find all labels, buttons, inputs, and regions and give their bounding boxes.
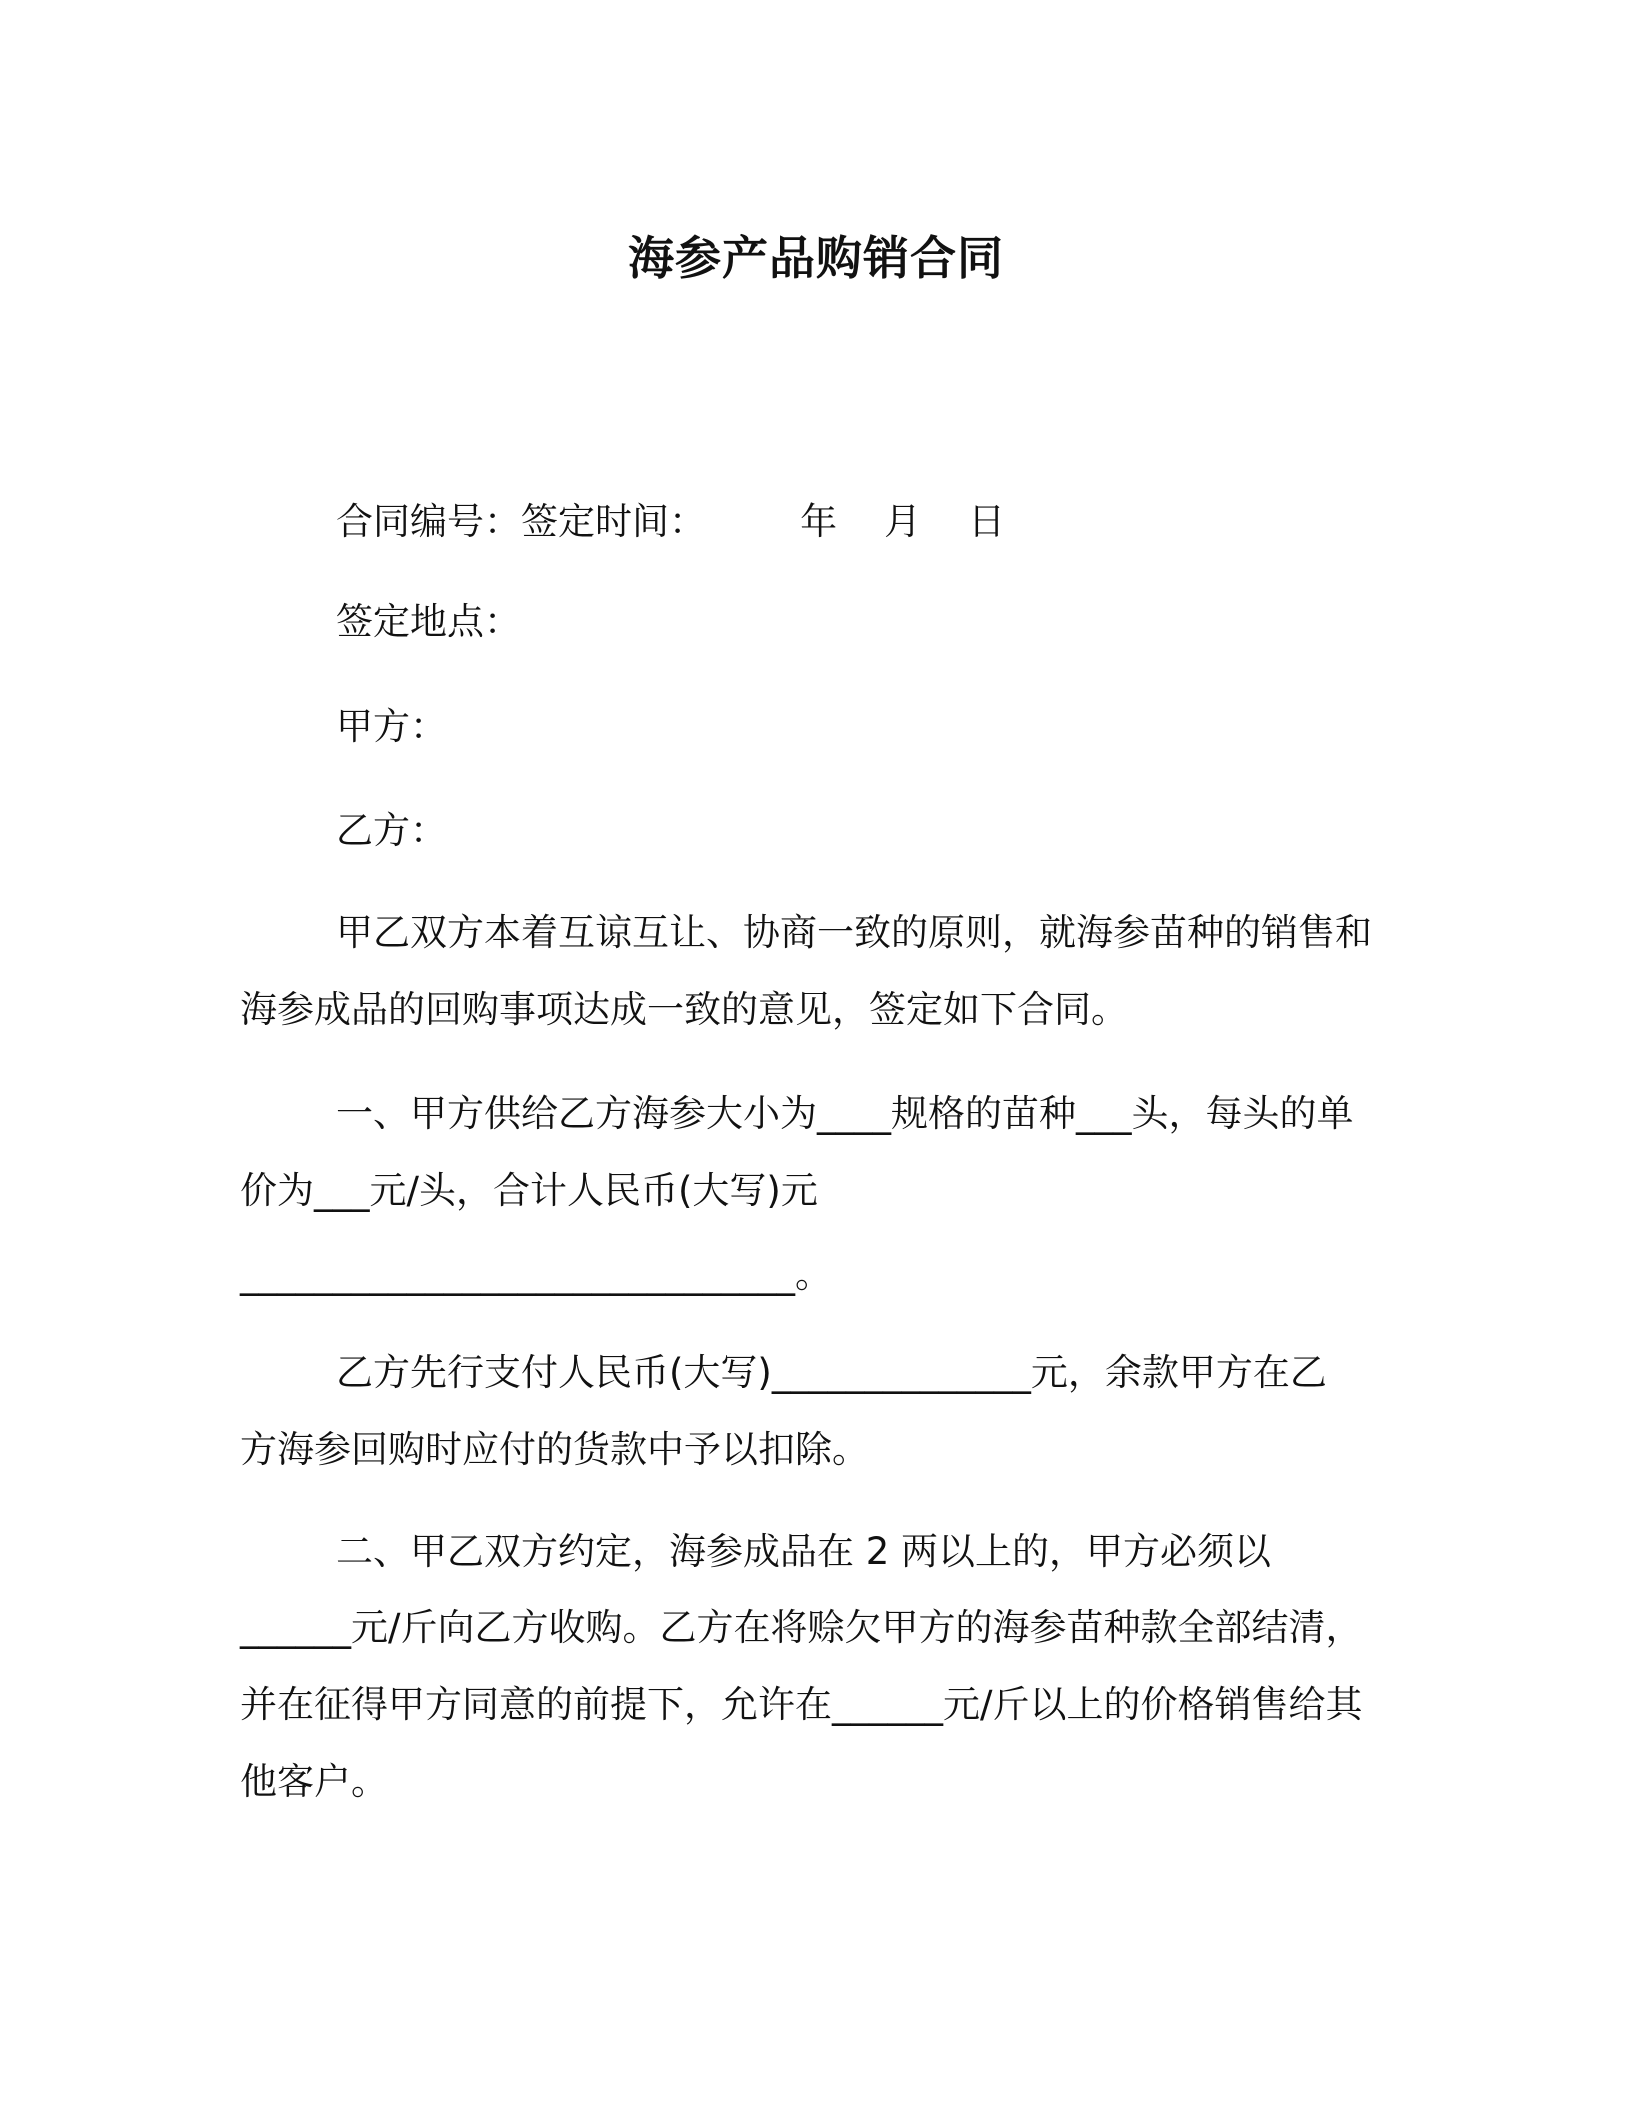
clause-2-line-2: ______元/斤向乙方收购。乙方在将赊欠甲方的海参苗种款全部结清， [240,1606,1363,1649]
clause-1-line-1: 一、甲方供给乙方海参大小为____规格的苗种___头，每头的单 [336,1092,1354,1135]
clause-2-line-1: 二、甲乙双方约定，海参成品在 2 两以上的，甲方必须以 [336,1530,1272,1573]
page-title: 海参产品购销合同 [628,231,1004,285]
preamble-line-2: 海参成品的回购事项达成一致的意见，签定如下合同。 [240,988,1128,1031]
signing-place-line: 签定地点： [336,600,521,643]
payment-line-1: 乙方先行支付人民币(大写)______________元，余款甲方在乙 [336,1351,1327,1394]
clause-2-line-4: 他客户。 [240,1760,388,1803]
contract-number-and-date-line: 合同编号：签定时间： 年 月 日 [336,500,1006,543]
party-a-line: 甲方： [336,705,447,748]
payment-line-2: 方海参回购时应付的货款中予以扣除。 [240,1428,869,1471]
clause-1-line-3: ______________________________。 [240,1253,832,1296]
preamble-line-1: 甲乙双方本着互谅互让、协商一致的原则，就海参苗种的销售和 [336,911,1372,954]
clause-2-line-3: 并在征得甲方同意的前提下，允许在______元/斤以上的价格销售给其 [240,1683,1363,1726]
clause-1-line-2: 价为___元/头，合计人民币(大写)元 [240,1169,818,1212]
party-b-line: 乙方： [336,809,447,852]
